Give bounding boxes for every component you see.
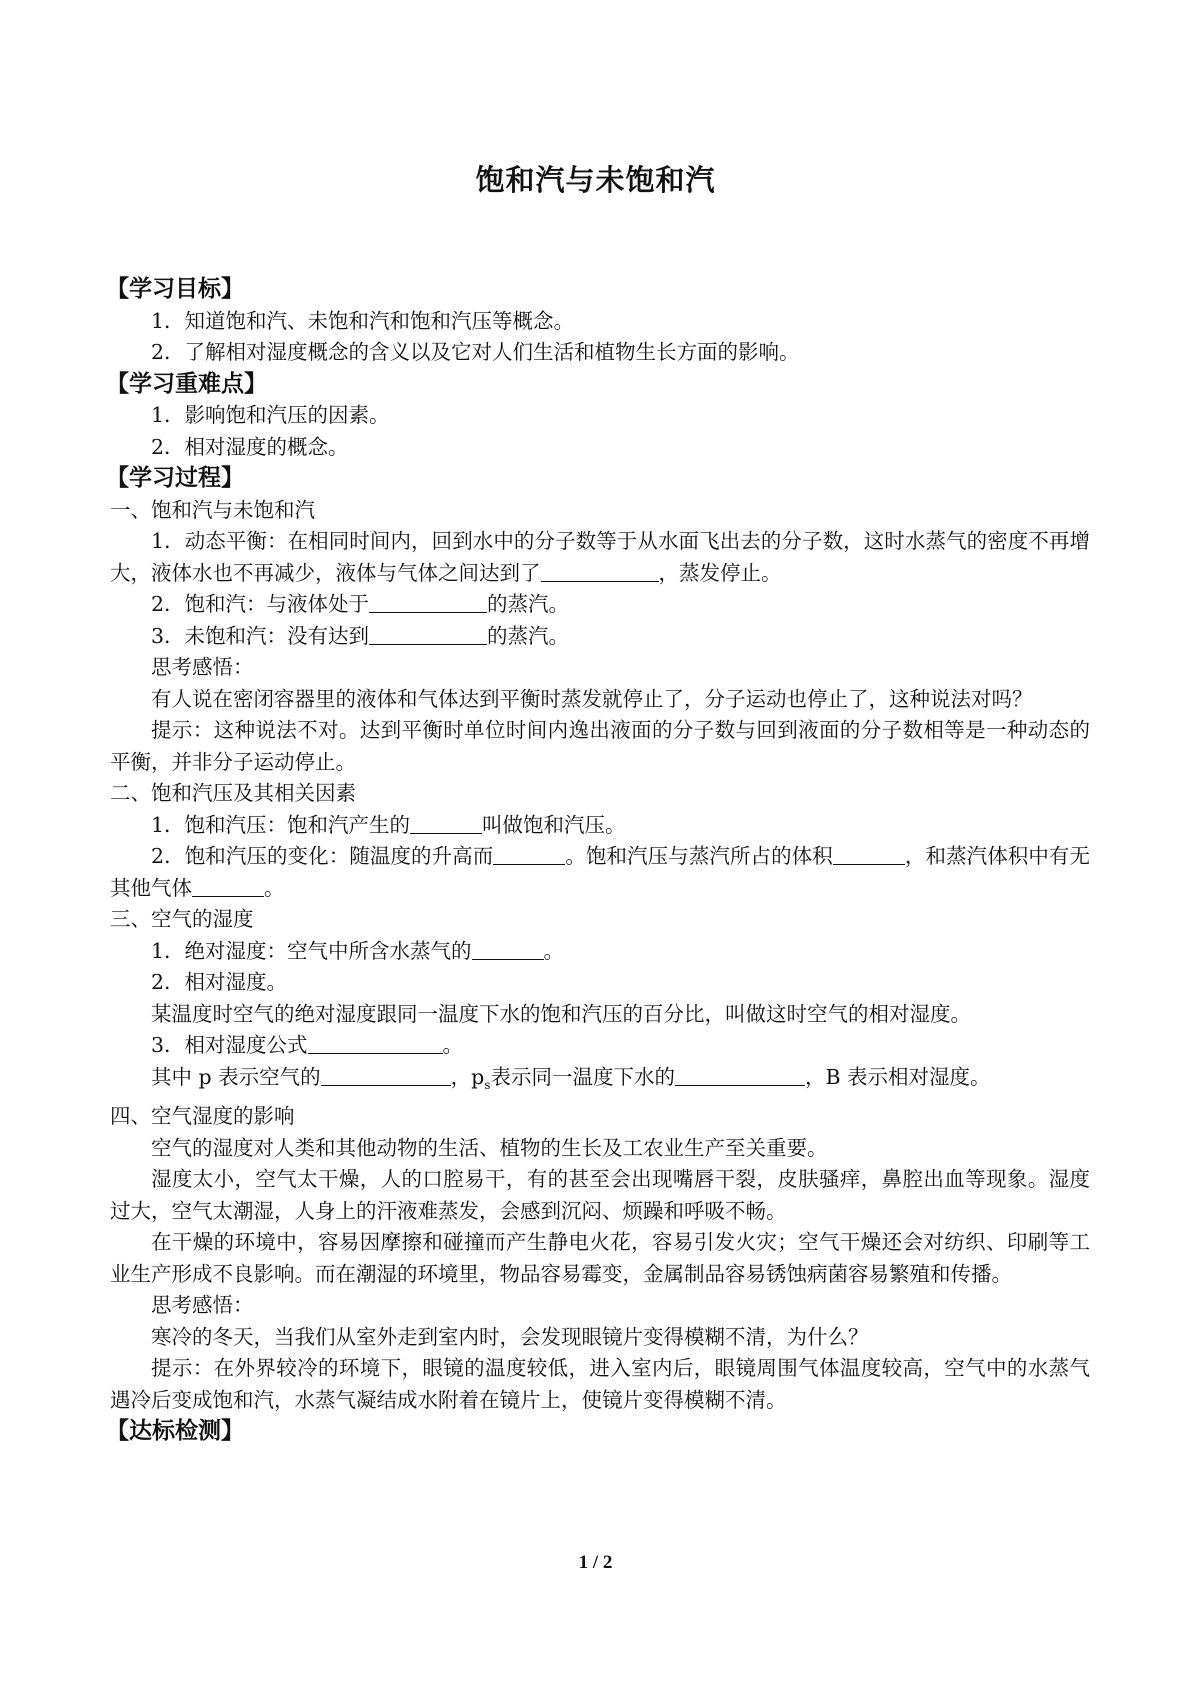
- goal-item: 2．了解相对湿度概念的含义以及它对人们生活和植物生长方面的影响。: [151, 340, 800, 364]
- fill-blank[interactable]: [369, 590, 487, 613]
- section-title: 四、空气湿度的影响: [110, 1104, 295, 1129]
- section-title: 二、饱和汽压及其相关因素: [110, 781, 356, 805]
- paragraph: [110, 621, 1090, 653]
- fill-blank[interactable]: [675, 1063, 805, 1086]
- test-heading: 【达标检测】: [106, 1418, 244, 1445]
- paragraph-text: ，p: [450, 1064, 485, 1089]
- paragraph-text: 。饱和汽压与蒸汽所占的体积: [565, 844, 833, 868]
- goal-item: 1．知道饱和汽、未饱和汽和饱和汽压等概念。: [151, 308, 575, 333]
- difficulties-heading: 【学习重难点】: [106, 370, 267, 397]
- paragraph-text: ，蒸发停止。: [658, 560, 782, 585]
- difficulty-item: 1．影响饱和汽压的因素。: [151, 403, 390, 427]
- fill-blank[interactable]: [369, 622, 487, 645]
- fill-blank[interactable]: [472, 937, 544, 960]
- fill-blank[interactable]: [321, 1063, 451, 1086]
- section-title: 一、饱和汽与未饱和汽: [110, 497, 315, 522]
- paragraph-text: ，和蒸汽体积中有无其他气体: [110, 844, 1091, 900]
- fill-blank[interactable]: [493, 842, 565, 865]
- paragraph-text: 表示同一温度下水的: [490, 1064, 675, 1089]
- paragraph: [110, 841, 1090, 904]
- think-label: 思考感悟：: [151, 1293, 254, 1318]
- paragraph-text: 。: [442, 1033, 464, 1057]
- page-number: 1 / 2: [578, 1552, 613, 1573]
- process-heading: 【学习过程】: [106, 465, 244, 491]
- section-title: 三、空气的湿度: [110, 907, 254, 931]
- paragraph: [110, 589, 1090, 621]
- paragraph: [110, 526, 1090, 589]
- paragraph-text: 的蒸汽。: [487, 592, 570, 616]
- think-question: 寒冷的冬天，当我们从室外走到室内时，会发现眼镜片变得模糊不清，为什么？: [151, 1324, 869, 1349]
- paragraph-text: 1．动态平衡：在相同时间内，回到水中的分子数等于从水面飞出去的分子数，这时水蒸气的密度不再增大，液体水也不再减少，液体与气体之间达到了: [110, 529, 1090, 585]
- paragraph: 空气的湿度对人类和其他动物的生活、植物的生长及工农业生产至关重要。: [151, 1135, 828, 1160]
- document-body: [106, 274, 1091, 1448]
- paragraph-text: 1．饱和汽压：饱和汽产生的: [151, 812, 411, 837]
- fill-blank[interactable]: [410, 811, 482, 834]
- fill-blank[interactable]: [541, 559, 659, 582]
- paragraph-text: 3．未饱和汽：没有达到: [151, 623, 370, 648]
- fill-blank[interactable]: [192, 874, 264, 897]
- think-hint: 提示：这种说法不对。达到平衡时单位时间内逸出液面的分子数与回到液面的分子数相等是一种动态的平衡，并非分子运动停止。: [110, 718, 1090, 774]
- fill-blank[interactable]: [833, 842, 905, 865]
- think-label: 思考感悟：: [151, 655, 254, 679]
- paragraph-text: 的蒸汽。: [487, 623, 570, 648]
- goals-heading: 【学习目标】: [106, 276, 244, 302]
- paragraph-text: 2．饱和汽：与液体处于: [151, 592, 370, 616]
- paragraph: [110, 810, 1090, 842]
- paragraph-text: 其中 p 表示空气的: [151, 1064, 321, 1089]
- paragraph-text: 。: [543, 938, 565, 963]
- paragraph-text: 。: [264, 875, 285, 900]
- paragraph: [110, 1030, 1090, 1062]
- paragraph-text: ，B 表示相对湿度。: [804, 1064, 991, 1089]
- fill-blank[interactable]: [308, 1031, 443, 1054]
- think-hint: 提示：在外界较冷的环境下，眼镜的温度较低，进入室内后，眼镜周围气体温度较高，空气中的水蒸气遇冷后变成饱和汽，水蒸气凝结成水附着在镜片上，使镜片变得模糊不清。: [110, 1356, 1090, 1412]
- think-question: 有人说在密闭容器里的液体和气体达到平衡时蒸发就停止了，分子运动也停止了，这种说法对吗？: [151, 686, 1033, 711]
- paragraph: 2．相对湿度。: [151, 970, 288, 994]
- paragraph-text: 叫做饱和汽压。: [482, 812, 626, 837]
- page-title: 饱和汽与未饱和汽: [475, 163, 716, 197]
- paragraph-text: 2．饱和汽压的变化：随温度的升高而: [151, 844, 494, 868]
- paragraph: [110, 1062, 1090, 1102]
- paragraph: 某温度时空气的绝对湿度跟同一温度下水的饱和汽压的百分比，叫做这时空气的相对湿度。: [151, 1001, 971, 1026]
- subscript: s: [484, 1077, 491, 1092]
- paragraph: [110, 936, 1090, 968]
- paragraph-text: 1．绝对湿度：空气中所含水蒸气的: [151, 938, 472, 963]
- difficulty-item: 2．相对湿度的概念。: [151, 434, 349, 459]
- paragraph: 湿度太小，空气太干燥，人的口腔易干，有的甚至会出现嘴唇干裂，皮肤骚痒，鼻腔出血等现象。湿度过大，空气太潮湿，人身上的汗液难蒸发，会感到沉闷、烦躁和呼吸不畅。: [110, 1167, 1090, 1223]
- paragraph-text: 3．相对湿度公式: [151, 1033, 308, 1057]
- paragraph: 在干燥的环境中，容易因摩擦和碰撞而产生静电火花，容易引发火灾；空气干燥还会对纺织、印刷等工业生产形成不良影响。而在潮湿的环境里，物品容易霉变，金属制品容易锈蚀病菌容易繁殖和传播。: [110, 1230, 1090, 1286]
